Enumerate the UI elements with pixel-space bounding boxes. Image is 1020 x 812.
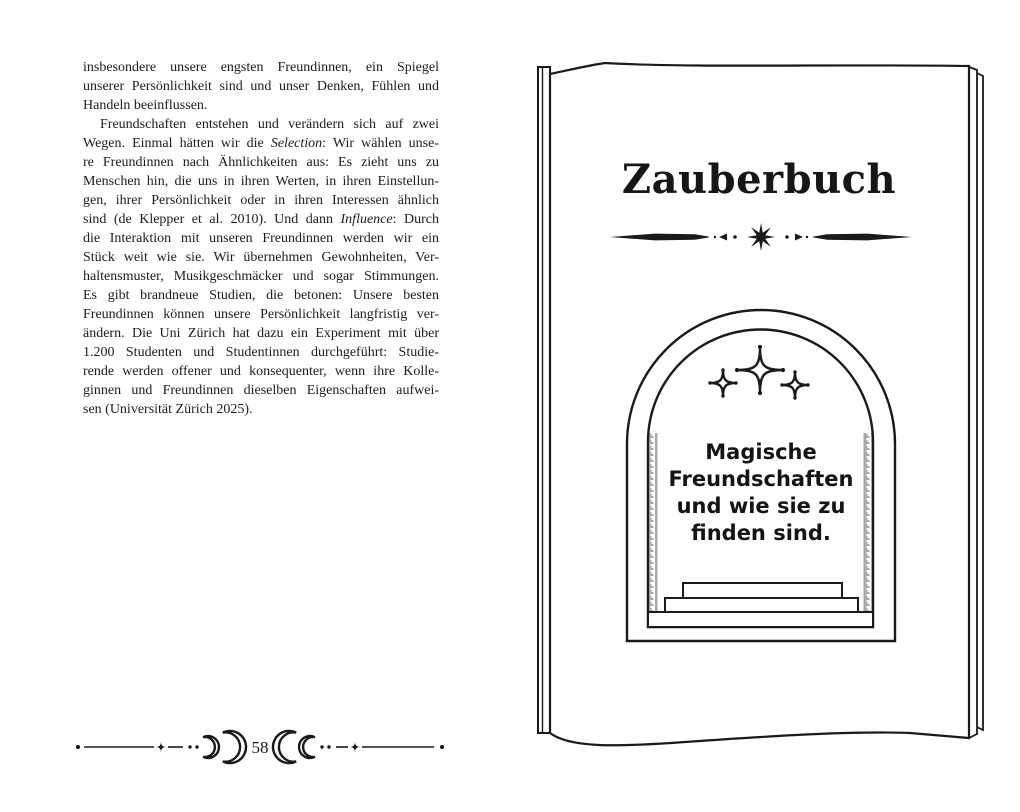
text-line: die Interaktion mit unseren Freundinnen werden wir ein	[83, 231, 439, 246]
body-text	[83, 58, 439, 419]
paragraph	[83, 58, 439, 115]
text-line: Freundschaften entstehen und verändern sich auf zwei	[100, 117, 439, 132]
page-number: 58	[251, 738, 269, 757]
arch-text-line: Magische	[705, 440, 817, 464]
right-page	[535, 56, 1005, 768]
text-line: ginnen und Freundinnen dieselben Eigenschaften aufwei-	[83, 383, 439, 398]
text-line: Freundinnen können unsere Persönlichkeit langfristig ver-	[83, 307, 439, 322]
left-page	[0, 0, 500, 812]
text-line: sen (Universität Zürich 2025).	[83, 402, 253, 417]
text-line: re Freundinnen nach Ähnlichkeiten aus: Es zieht uns zu	[83, 155, 439, 170]
text-line: haltensmuster, Musikgeschmäcker und sogar Stimmungen.	[83, 269, 439, 284]
text-line: unserer Persönlichkeit sind und unser Denken, Fühlen und	[83, 79, 439, 94]
text-line: Wegen. Einmal hätten wir die Selection: Wir wählen unse-	[83, 136, 439, 151]
text-line: ändern. Die Uni Zürich hat dazu ein Experiment mit über	[83, 326, 439, 341]
text-line: sind (de Klepper et al. 2010). Und dann Influence: Durch	[83, 212, 439, 227]
arch-text-line: und wie sie zu	[676, 494, 846, 518]
book-title: Zauberbuch	[621, 156, 897, 203]
footer-ornament	[70, 725, 450, 769]
text-line: 1.200 Studenten und Studentinnen durchgeführt: Studie-	[83, 345, 439, 360]
arch-text	[627, 439, 895, 547]
arch-text-line: Freundschaften	[668, 467, 854, 491]
text-line: Stück weit wie sie. Wir übernehmen Gewohnheiten, Ver-	[83, 250, 439, 265]
text-line: Es gibt brandneue Studien, die betonen: Unsere besten	[83, 288, 439, 303]
text-line: gen, ihrer Persönlichkeit oder in ihren Interessen ähnlich	[83, 193, 439, 208]
text-line: rende werden offener und konsequenter, wenn ihre Kolle-	[83, 364, 439, 379]
text-line: Menschen hin, die uns in ihren Werten, in ihren Einstellun-	[83, 174, 439, 189]
text-line: Handeln beeinflussen.	[83, 98, 208, 113]
paragraph	[83, 115, 439, 419]
arch-text-line: finden sind.	[691, 521, 831, 545]
text-line: insbesondere unsere engsten Freundinnen, ein Spiegel	[83, 60, 439, 75]
